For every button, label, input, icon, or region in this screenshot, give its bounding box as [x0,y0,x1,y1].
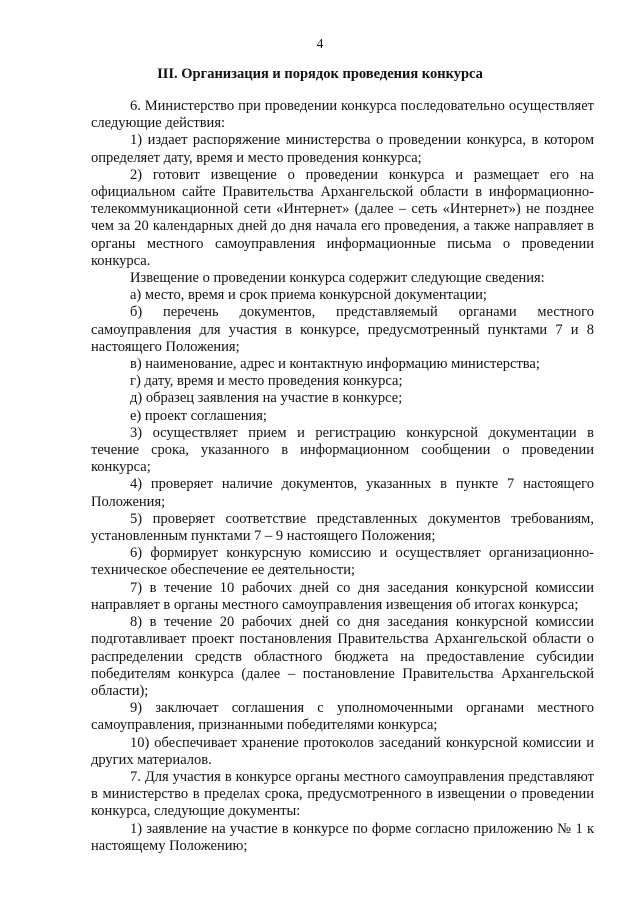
paragraph: 8) в течение 20 рабочих дней со дня заседания конкурсной комиссии подготавливает проект постановления Правительства Архангельской области о распределении средств областного бюджета на предоставление субсидии победителям конкурса (далее – постановление Правительства Архангельской области); [91,614,594,699]
paragraph: е) проект соглашения; [130,407,267,424]
paragraph: 6) формирует конкурсную комиссию и осуществляет организационно-техническое обеспечение ее деятельности; [91,545,594,579]
paragraph: в) наименование, адрес и контактную информацию министерства; [130,356,540,373]
paragraph: а) место, время и срок приема конкурсной документации; [130,287,487,304]
paragraph: 2) готовит извещение о проведении конкурса и размещает его на официальном сайте Правительства Архангельской области в информационно-телекоммуникационной сети «Интернет» (далее – сеть «Интернет») не позднее чем за 20 календарных дней до дня начала его проведения, а также направляет в органы местного самоуправления информационные письма о проведении конкурса. [91,166,594,269]
paragraph: 10) обеспечивает хранение протоколов заседаний конкурсной комиссии и других материалов. [91,734,594,768]
paragraph: 7. Для участия в конкурсе органы местного самоуправления представляют в министерство в пределах срока, предусмотренного в извещении о проведении конкурса, следующие документы: [91,768,594,820]
page-number: 4 [316,36,324,51]
paragraph: 3) осуществляет прием и регистрацию конкурсной документации в течение срока, указанного в информационном сообщении о проведении конкурса; [91,424,594,476]
paragraph: г) дату, время и место проведения конкурса; [130,373,403,390]
paragraph: д) образец заявления на участие в конкурсе; [130,390,403,407]
paragraph: 4) проверяет наличие документов, указанных в пункте 7 настоящего Положения; [91,476,594,510]
paragraph: 9) заключает соглашения с уполномоченными органами местного самоуправления, признанными победителями конкурса; [91,700,594,734]
paragraph: 1) издает распоряжение министерства о проведении конкурса, в котором определяет дату, время и место проведения конкурса; [91,132,594,166]
paragraph: 1) заявление на участие в конкурсе по форме согласно приложению № 1 к настоящему Положению; [91,820,594,854]
paragraph: Извещение о проведении конкурса содержит следующие сведения: [130,270,545,287]
paragraph: б) перечень документов, представляемый органами местного самоуправления для участия в конкурсе, предусмотренный пунктами 7 и 8 настоящего Положения; [91,304,594,355]
document-body [91,98,594,855]
paragraph: 6. Министерство при проведении конкурса последовательно осуществляет следующие действия: [91,98,594,132]
paragraph: 5) проверяет соответствие представленных документов требованиям, установленным пунктами 7 – 9 настоящего Положения; [91,510,594,545]
paragraph: 7) в течение 10 рабочих дней со дня заседания конкурсной комиссии направляет в органы местного самоуправления извещения об итогах конкурса; [91,579,594,613]
section-title: III. Организация и порядок проведения конкурса [157,66,483,82]
